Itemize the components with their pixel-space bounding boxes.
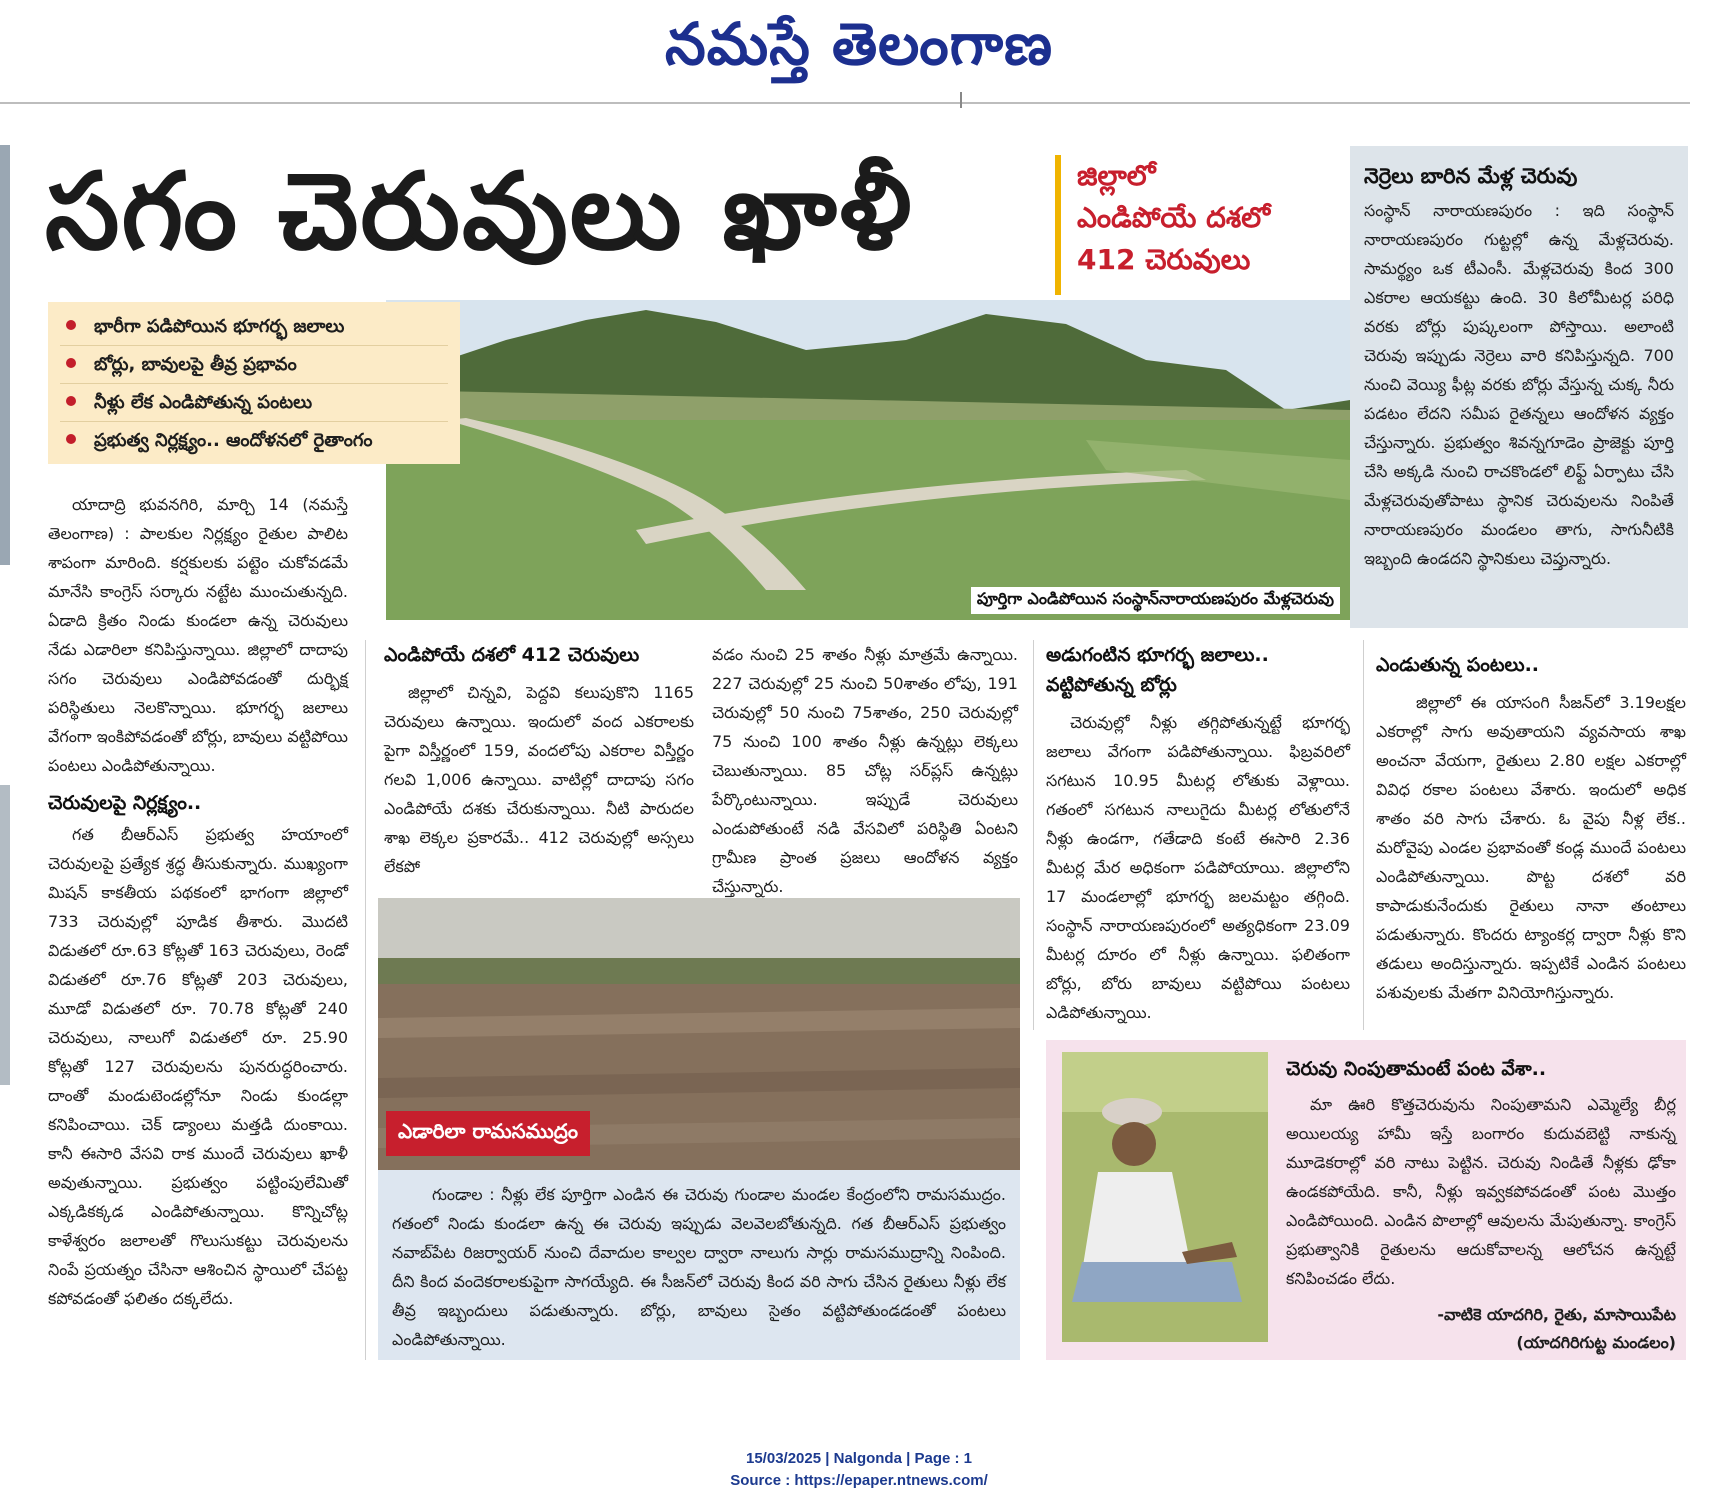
- photo-caption: పూర్తిగా ఎండిపోయిన సంస్థాన్‌నారాయణపురం మేళ్లచెరువు: [971, 587, 1340, 614]
- highlight-item: ప్రభుత్వ నిర్లక్ష్యం.. ఆందోళనలో రైతాంగం: [60, 422, 448, 459]
- subhead: చెరువులపై నిర్లక్ష్యం..: [48, 792, 202, 814]
- side-headline-line: ఎండిపోయే దశలో: [1077, 201, 1271, 234]
- story-body: జిల్లాలో చిన్నవి, పెద్దవి కలుపుకొని 1165 చెరువులు ఉన్నాయి. ఇందులో వంద ఎకరాలకు పైగా విస్తీర్ణంలో 159, వందలోపు ఎకరాల విస్తీర్ణం గలవి 1,006 ఉన్నాయి. వాటిల్లో దాదాపు సగం ఎండిపోయే దశకు చేరుకున్నాయి. నీటి పారుదల శాఖ లెక్కల ప్రకారమే.. 412 చెరువుల్లో అస్సలు లేకపో: [384, 683, 694, 876]
- sidebar-story-title: నెర్రెలు బారిన మేళ్ల చెరువు: [1364, 164, 1578, 188]
- lead-body: గత బీఆర్ఎస్ ప్రభుత్వ హయాంలో చెరువులపై ప్రత్యేక శ్రద్ధ తీసుకున్నారు. ముఖ్యంగా మిషన్ కాకతీయ పథకంలో భాగంగా జిల్లాలో 733 చెరువుల్లో పూడిక తీశారు. మొదటి విడుతలో రూ.63 కోట్లతో 163 చెరువులు, రెండో విడుతలో రూ.76 కోట్లతో 203 చెరువులు, మూడో విడుతలో రూ. 70.78 కోట్లతో 240 చెరువులు, నాలుగో విడుతలో రూ. 25.90 కోట్లతో 127 చెరువులను పునరుద్ధరించారు. దాంతో మండుటెండల్లోనూ నిండు కుండల్లా కనిపించాయి. చెక్ డ్యాంలు మత్తడి దుంకాయి. కానీ ఈసారి వేసవి రాక ముందే చెరువులు ఖాళీ అవుతున్నాయి. ప్రభుత్వం పట్టింపులేమితో ఎక్కడికక్కడ ఎండిపోతున్నాయి. కొన్నిచోట్ల కాళేశ్వరం జలాలతో గొలుసుకట్టు చెరువులను నింపే ప్రయత్నం చేసినా ఆశించిన స్థాయిలో చేపట్ట కపోవడంతో ఫలితం దక్కలేదు.: [48, 825, 348, 1308]
- side-headline: [1055, 155, 1345, 295]
- side-headline-line: 412 చెరువులు: [1077, 243, 1251, 276]
- bullet-icon: [66, 320, 76, 330]
- footer-date-edition: 15/03/2025 | Nalgonda | Page : 1: [746, 1450, 972, 1467]
- story-body: చెరువుల్లో నీళ్లు తగ్గిపోతున్నట్టే భూగర్భ జలాలు వేగంగా పడిపోతున్నాయి. ఫిబ్రవరిలో సగటున 10.95 మీటర్ల లోతుకు వెళ్లాయి. గతంలో సగటున నాలుగైదు మీటర్ల లోతులోనే నీళ్లు ఉండగా, గతేడాది కంటే ఈసారి 2.36 మీటర్ల మేర అధికంగా పడిపోయాయి. జిల్లాలోని 17 మండలాల్లో భూగర్భ జలమట్టం తగ్గింది. సంస్థాన్ నారాయణపురంలో అత్యధికంగా 23.09 మీటర్ల దూరం లో నీళ్లు ఉన్నాయి. ఫలితంగా బోర్లు, బోరు బావులు వట్టిపోయి పంటలు ఎడిపోతున్నాయి.: [1046, 713, 1350, 1022]
- farmer-quote: [1286, 1054, 1676, 1357]
- farmer-place: (యాదగిరిగుట్ట మండలం): [1516, 1333, 1676, 1352]
- farmer-photo: [1062, 1052, 1268, 1342]
- footer-source-link[interactable]: Source : https://epaper.ntnews.com/: [730, 1472, 988, 1489]
- ramasamudram-story: [378, 1170, 1020, 1360]
- bullet-icon: [66, 396, 76, 406]
- sidebar-story-body: సంస్థాన్ నారాయణపురం : ఇది సంస్థాన్ నారాయణపురం గుట్టల్లో ఉన్న మేళ్లచెరువు. సామర్థ్యం ఒక టీఎంసీ. మేళ్లచెరువు కింద 300 ఎకరాల ఆయకట్టు ఉంది. 30 కిలోమీటర్ల పరిధి వరకు బోర్లు పుష్కలంగా పోస్తాయి. అలాంటి చెరువు ఇప్పుడు నెర్రెలు వారి కనిపిస్తున్నది. 700 నుంచి వెయ్యి ఫీట్ల వరకు బోర్లు వేస్తున్న చుక్క నీరు పడటం లేదని సమీప రైతన్నలు ఆందోళన వ్యక్తం చేస్తున్నారు. ప్రభుత్వం శివన్నగూడెం ప్రాజెక్టు పూర్తి చేసి అక్కడి నుంచి రాచకొండలో లిఫ్ట్ ఏర్పాటు చేసి మేళ్లచెరువుతోపాటు స్థానిక చెరువులను నింపితే నారాయణపురం మండలం తాగు, సాగునీటికి ఇబ్బంది ఉండదని స్థానికులు చెప్తున్నారు.: [1364, 201, 1674, 568]
- drying-crops-story: [1376, 650, 1686, 1030]
- dry-lake-hill-photo: [386, 300, 1350, 620]
- bullet-icon: [66, 434, 76, 444]
- newspaper-logo: నమస్తే తెలంగాణ: [665, 10, 1053, 78]
- divider-tick: [960, 92, 962, 108]
- farmer-quote-title: చెరువు నింపుతామంటే పంట వేశా..: [1286, 1058, 1547, 1080]
- highlights-box: [48, 302, 460, 464]
- lead-intro: యాదాద్రి భువనగిరి, మార్చి 14 (నమస్తే తెలంగాణ) : పాలకుల నిర్లక్ష్యం రైతుల పాలిట శాపంగా మారింది. కర్షకులకు పట్టెం చుకోవడమే మానేసి కాంగ్రెస్ సర్కారు నట్టేట ముంచుతున్నది. ఏడాది క్రితం నిండు కుండలా ఉన్న చెరువులు నేడు ఎడారిలా కనిపిస్తున్నాయి. జిల్లాలో దాదాపు సగం చెరువులు ఎండిపోవడంతో దుర్భిక్ష పరిస్థితులు నెలకొన్నాయి. భూగర్భ జలాలు వేగంగా ఇంకిపోవడంతో బోర్లు, బావులు వట్టిపోయి పంటలు ఎండిపోతున్నాయి.: [48, 495, 348, 775]
- column-divider: [1363, 640, 1364, 1030]
- farmer-quote-box: [1046, 1040, 1686, 1360]
- bullet-icon: [66, 358, 76, 368]
- story-body: జిల్లాలో ఈ యాసంగి సీజన్‌లో 3.19లక్షల ఎకరాల్లో సాగు అవుతాయని వ్యవసాయ శాఖ అంచనా వేయగా, రైతులు 2.80 లక్షల ఎకరాల్లో వివిధ రకాల పంటలు వేశారు. ఇందులో అధిక శాతం వరి సాగు చేశారు. ఓ వైపు నీళ్ల లేక.. మరోవైపు ఎండల ప్రభావంతో కండ్ల ముందే పంటలు ఎండిపోతున్నాయి. పొట్ట దశలో వరి కాపాడుకునేందుకు రైతులు నానా తంటాలు పడుతున్నారు. కొందరు ట్యాంకర్ల ద్వారా నీళ్లు కొని తడులు అందిస్తున్నారు. ఇప్పటికే ఎండిన పంటలు పశువులకు మేతగా వినియోగిస్తున్నారు.: [1376, 693, 1686, 1002]
- story-412-lakes-part1: [384, 640, 694, 890]
- farmer-signature: -వాటికె యాదగిరి, రైతు, మాసాయిపేట: [1437, 1305, 1676, 1324]
- subhead: ఎండిపోయే దశలో 412 చెరువులు: [384, 644, 640, 666]
- adjacent-page-strip: [0, 145, 22, 1365]
- adjacent-photo: [0, 785, 10, 1085]
- subhead: వట్టిపోతున్న బోర్లు: [1046, 674, 1177, 696]
- highlight-item: నీళ్లు లేక ఎండిపోతున్న పంటలు: [60, 384, 448, 422]
- main-headline: సగం చెరువులు ఖాళీ: [45, 150, 914, 273]
- story-412-lakes-part2: [712, 640, 1018, 896]
- dry-ramasamudram-photo: [378, 898, 1020, 1170]
- subhead: ఎండుతున్న పంటలు..: [1376, 654, 1540, 676]
- column-divider: [1033, 640, 1034, 1030]
- sidebar-story-mella-cheruvu: [1350, 146, 1688, 628]
- farmer-quote-body: మా ఊరి కొత్తచెరువును నింపుతామని ఎమ్మెల్యే బీర్ల అయిలయ్య హామీ ఇస్తే బంగారం కుదువబెట్టి నాకున్న మూడెకరాల్లో వరి నాటు పెట్టిన. చెరువు నిండితే నీళ్లకు ఢోకా ఉండకపోయేది. కానీ, నీళ్లు ఇవ్వకపోవడంతో పంట మొత్తం ఎండిపోయింది. ఎండిన పొలాల్లో ఆవులను మేపుతున్నా. కాంగ్రెస్ ప్రభుత్వానికి రైతులను ఆదుకోవాలన్న ఆలోచన ఉన్నట్టే కనిపించడం లేదు.: [1286, 1095, 1676, 1288]
- story-body: వడం నుంచి 25 శాతం నీళ్లు మాత్రమే ఉన్నాయి. 227 చెరువుల్లో 25 నుంచి 50శాతం లోపు, 191 చెరువుల్లో 50 నుంచి 75శాతం, 250 చెరువుల్లో 75 నుంచి 100 శాతం నీళ్లు ఉన్నట్లు లెక్కలు చెబుతున్నాయి. 85 చోట్ల సర్‌ప్లస్ ఉన్నట్లు పేర్కొంటున్నాయి. ఇప్పుడే చెరువులు ఎండుపోతుంటే నడి వేసవిలో పరిస్థితి ఏంటని గ్రామీణ ప్రాంత ప్రజలు ఆందోళన వ్యక్తం చేస్తున్నారు.: [712, 645, 1018, 896]
- adjacent-photo: [0, 145, 10, 565]
- side-headline-line: జిల్లాలో: [1077, 159, 1156, 192]
- groundwater-story: [1046, 640, 1350, 1030]
- column-divider: [365, 640, 366, 1360]
- highlight-item: భారీగా పడిపోయిన భూగర్భ జలాలు: [60, 308, 448, 346]
- lead-story-column: [48, 490, 348, 1360]
- masthead-divider: [0, 102, 1690, 104]
- masthead: [0, 0, 1718, 112]
- highlight-item: బోర్లు, బావులపై తీవ్ర ప్రభావం: [60, 346, 448, 384]
- photo-label: ఎడారిలా రామసముద్రం: [386, 1111, 590, 1156]
- page-footer: [0, 1448, 1718, 1498]
- story-body: గుండాల : నీళ్లు లేక పూర్తిగా ఎండిన ఈ చెరువు గుండాల మండల కేంద్రంలోని రామసముద్రం. గతంలో నిండు కుండలా ఉన్న ఈ చెరువు ఇప్పుడు వెలవెలబోతున్నది. గత బీఆర్ఎస్ ప్రభుత్వం నవాబ్‌పేట రిజర్వాయర్ నుంచి దేవాదుల కాల్వల ద్వారా నాలుగు సార్లు రామసముద్రాన్ని నింపింది. దీని కింద వందెకరాలకుపైగా సాగయ్యేది. ఈ సీజన్‌లో చెరువు కింద వరి సాగు చేసిన రైతులు నీళ్లు లేక తీవ్ర ఇబ్బందులు పడుతున్నారు. బోర్లు, బావులు సైతం వట్టిపోతుండడంతో పంటలు ఎండిపోతున్నాయి.: [392, 1185, 1006, 1349]
- subhead: అడుగంటిన భూగర్భ జలాలు..: [1046, 644, 1269, 666]
